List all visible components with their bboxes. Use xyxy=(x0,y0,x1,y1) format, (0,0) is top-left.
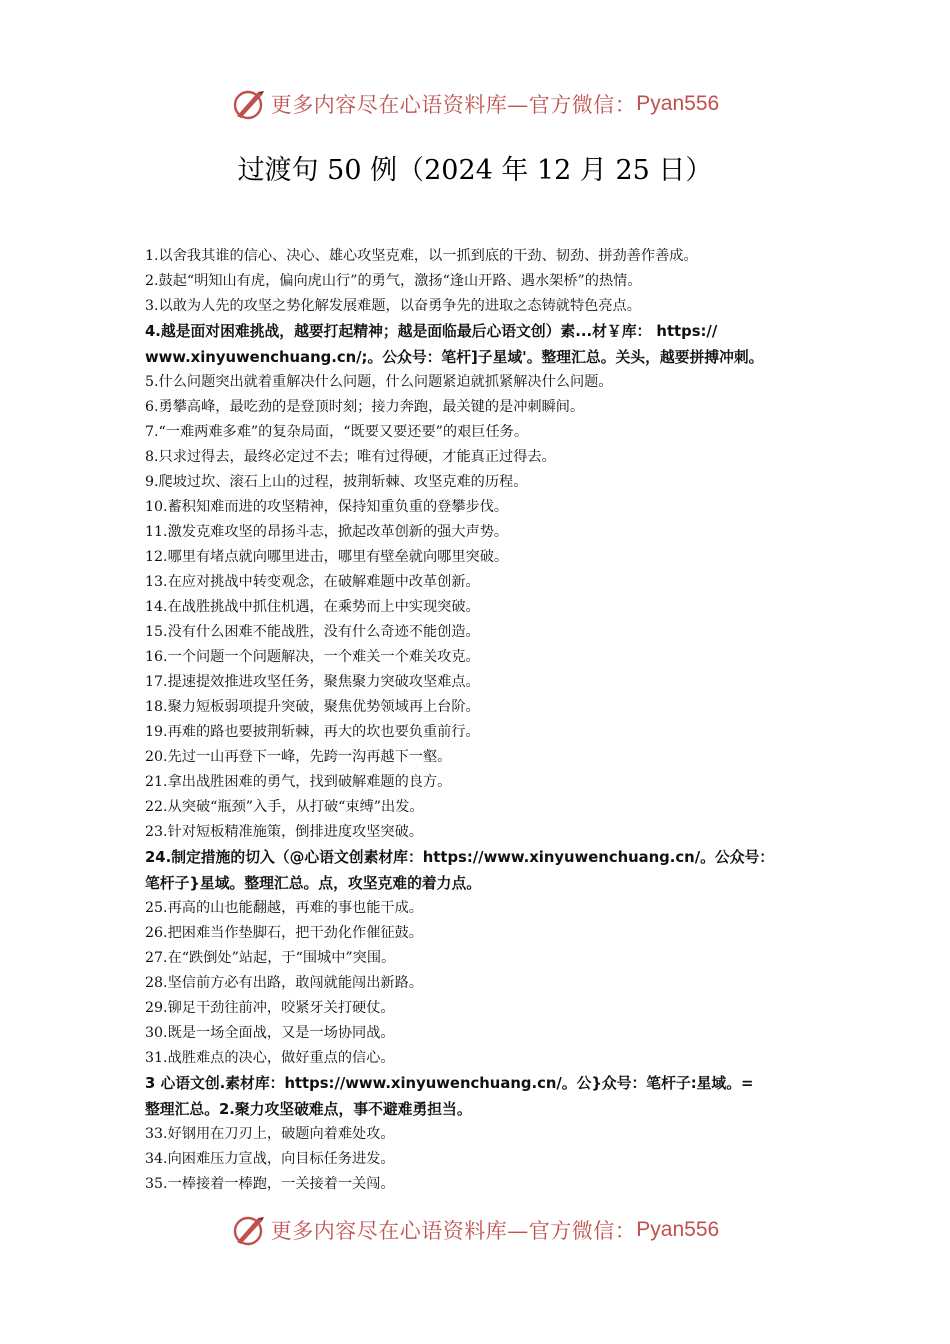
document-body xyxy=(145,244,825,1197)
text-line: 14.在战胜挑战中抓住机遇，在乘势而上中实现突破。 xyxy=(145,599,480,615)
text-line: 26.把困难当作垫脚石，把干劲化作催征鼓。 xyxy=(145,925,423,941)
text-line: 24.制定措施的切入（@心语文创素材库：https://www.xinyuwenchuang.cn/。公众号： xyxy=(145,849,775,866)
pen-circle-icon xyxy=(231,1212,267,1248)
text-line: 笔杆子}星域。整理汇总。点，攻坚克难的着力点。 xyxy=(145,874,482,892)
text-line: 7.“一难两难多难”的复杂局面，“既要又要还要”的艰巨任务。 xyxy=(145,424,529,440)
text-line: 30.既是一场全面战，又是一场协同战。 xyxy=(145,1025,395,1041)
text-line: 21.拿出战胜困难的勇气，找到破解难题的良方。 xyxy=(145,774,452,790)
text-line: 23.针对短板精准施策，倒排进度攻坚突破。 xyxy=(145,824,423,840)
text-line: 20.先过一山再登下一峰，先跨一沟再越下一壑。 xyxy=(145,749,452,765)
page-title: 过渡句 50 例（2024 年 12 月 25 日） xyxy=(237,155,713,186)
text-line: 15.没有什么困难不能战胜，没有什么奇迹不能创造。 xyxy=(145,624,480,640)
text-line: 4.越是面对困难挑战，越要打起精神；越是面临最后心语文创）素...材￥库： https:// xyxy=(145,323,718,340)
text-line: www.xinyuwenchuang.cn/;。公众号：笔杆]子星域'。整理汇总。关头，越要拼搏冲刺。 xyxy=(145,348,764,366)
text-line: 1.以舍我其谁的信心、决心、雄心攻坚克难，以一抓到底的干劲、韧劲、拼劲善作善成。 xyxy=(145,248,698,264)
text-line: 6.勇攀高峰，最吃劲的是登顶时刻；接力奔跑，最关键的是冲刺瞬间。 xyxy=(145,399,585,415)
text-line: 8.只求过得去，最终必定过不去；唯有过得硬，才能真正过得去。 xyxy=(145,449,556,465)
banner-main-text: 更多内容尽在心语资料库—官方微信： xyxy=(270,93,637,117)
text-line: 29.铆足干劲往前冲，咬紧牙关打硬仗。 xyxy=(145,1000,395,1016)
banner-wechat-id: Pyan556 xyxy=(636,1218,720,1241)
text-line: 17.提速提效推进攻坚任务，聚焦聚力突破攻坚难点。 xyxy=(145,674,480,690)
text-line: 11.激发克难攻坚的昂扬斗志，掀起改革创新的强大声势。 xyxy=(145,524,509,540)
text-line: 19.再难的路也要披荆斩棘，再大的坎也要负重前行。 xyxy=(145,724,480,740)
text-line: 10.蓄积知难而进的攻坚精神，保持知重负重的登攀步伐。 xyxy=(145,499,509,515)
text-line: 整理汇总。2.聚力攻坚破难点，事不避难勇担当。 xyxy=(145,1100,472,1118)
text-line: 34.向困难压力宣战，向目标任务进发。 xyxy=(145,1151,395,1167)
pen-circle-icon xyxy=(231,86,267,122)
footer-banner xyxy=(0,1210,950,1250)
text-line: 16.一个问题一个问题解决，一个难关一个难关攻克。 xyxy=(145,649,480,665)
banner-inner xyxy=(231,86,719,122)
text-line: 12.哪里有堵点就向哪里进击，哪里有壁垒就向哪里突破。 xyxy=(145,549,509,565)
text-line: 35.一棒接着一棒跑，一关接着一关闯。 xyxy=(145,1176,395,1192)
banner-wechat-id: Pyan556 xyxy=(636,92,720,115)
text-line: 33.好钢用在刀刃上，破题向着难处攻。 xyxy=(145,1126,395,1142)
text-line: 2.鼓起“明知山有虎，偏向虎山行”的勇气，激扬“逢山开路、遇水架桥”的热情。 xyxy=(145,273,642,289)
text-line: 25.再高的山也能翻越，再难的事也能干成。 xyxy=(145,900,423,916)
text-line: 3.以敢为人先的攻坚之势化解发展难题，以奋勇争先的进取之态铸就特色亮点。 xyxy=(145,298,641,314)
text-line: 13.在应对挑战中转变观念，在破解难题中改革创新。 xyxy=(145,574,480,590)
text-line: 31.战胜难点的决心，做好重点的信心。 xyxy=(145,1050,395,1066)
banner-inner xyxy=(231,1212,719,1248)
text-line: 9.爬坡过坎、滚石上山的过程，披荆斩棘、攻坚克难的历程。 xyxy=(145,474,528,490)
text-line: 5.什么问题突出就着重解决什么问题，什么问题紧迫就抓紧解决什么问题。 xyxy=(145,374,613,390)
header-banner xyxy=(0,84,950,124)
text-line: 22.从突破“瓶颈”入手，从打破“束缚”出发。 xyxy=(145,799,424,815)
text-line: 28.坚信前方必有出路，敢闯就能闯出新路。 xyxy=(145,975,423,991)
text-line: 27.在“跌倒处”站起，于“围城中”突围。 xyxy=(145,950,396,966)
banner-main-text: 更多内容尽在心语资料库—官方微信： xyxy=(270,1219,637,1243)
text-line: 18.聚力短板弱项提升突破，聚焦优势领域再上台阶。 xyxy=(145,699,480,715)
text-line: 3 心语文创.素材库：https://www.xinyuwenchuang.cn/。公}众号：笔杆子:星域。= xyxy=(145,1075,754,1092)
